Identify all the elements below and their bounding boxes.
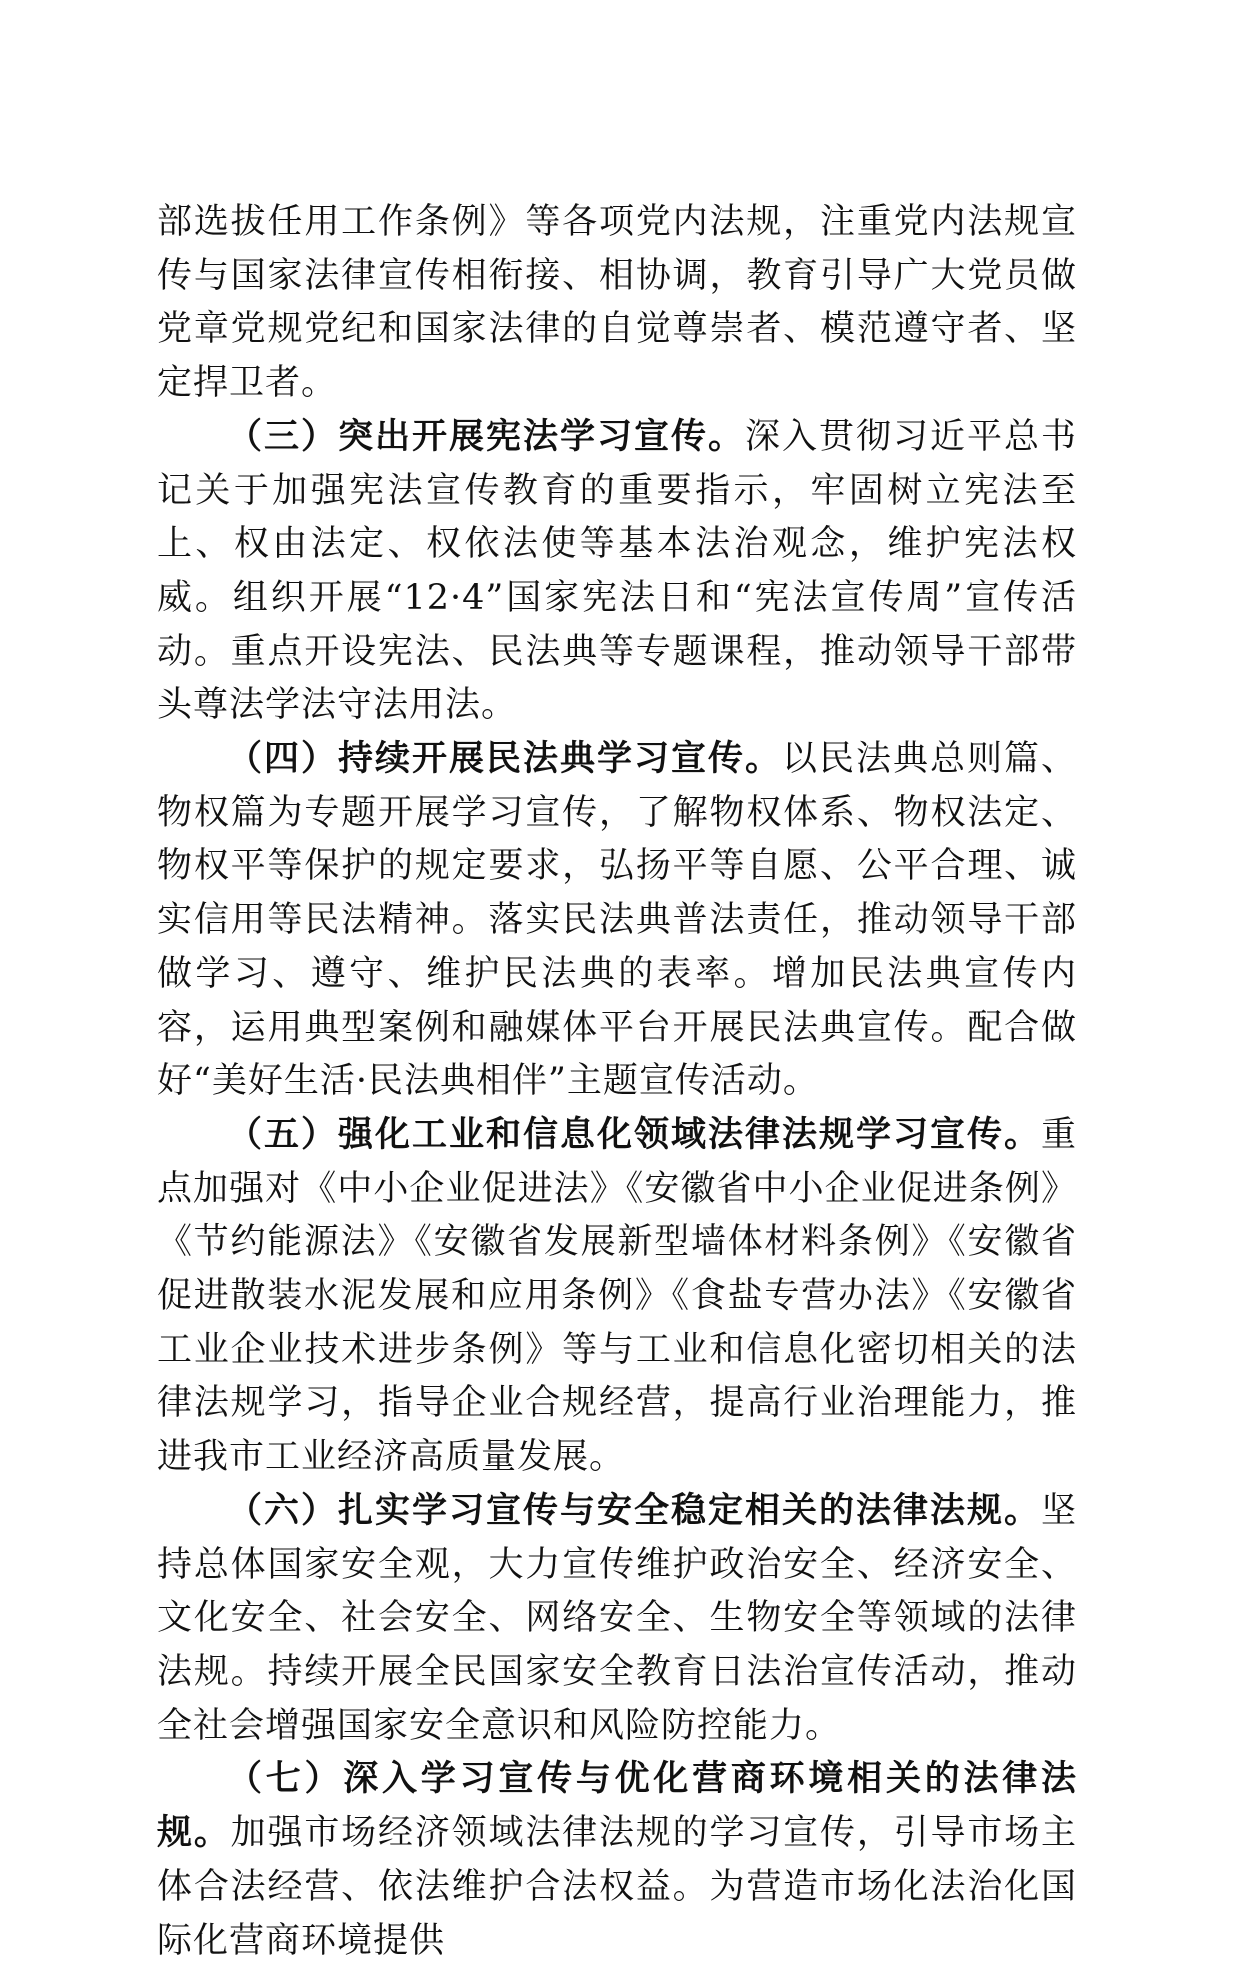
document-body	[157, 196, 1077, 1968]
paragraph-body: 加强市场经济领域法律法规的学习宣传，引导市场主体合法经营、依法维护合法权益。为营造市场化法治化国际化营商环境提供	[157, 1813, 1077, 1961]
section-heading-7: （七）深入学习宣传与优化营商环境相关的法律法规。	[157, 1759, 1077, 1854]
paragraph-constitution	[157, 411, 1077, 733]
paragraph-body: 坚持总体国家安全观，大力宣传维护政治安全、经济安全、文化安全、社会安全、网络安全、生物安全等领域的法律法规。持续开展全民国家安全教育日法治宣传活动，推动全社会增强国家安全意识和风险防控能力。	[157, 1490, 1077, 1746]
paragraph-continuation	[157, 196, 1077, 411]
section-heading-3: （三）突出开展宪法学习宣传。	[227, 416, 745, 457]
paragraph-civil-code	[157, 733, 1077, 1109]
paragraph-body: 部选拔任用工作条例》等各项党内法规，注重党内法规宣传与国家法律宣传相衔接、相协调，教育引导广大党员做党章党规党纪和国家法律的自觉尊崇者、模范遵守者、坚定捍卫者。	[157, 202, 1077, 404]
paragraph-body: 深入贯彻习近平总书记关于加强宪法宣传教育的重要指示，牢固树立宪法至上、权由法定、权依法使等基本法治观念，维护宪法权威。组织开展“12·4”国家宪法日和“宪法宣传周”宣传活动。重点开设宪法、民法典等专题课程，推动领导干部带头尊法学法守法用法。	[157, 416, 1077, 726]
paragraph-body: 以民法典总则篇、物权篇为专题开展学习宣传，了解物权体系、物权法定、物权平等保护的规定要求，弘扬平等自愿、公平合理、诚实信用等民法精神。落实民法典普法责任，推动领导干部做学习、遵守、维护民法典的表率。增加民法典宣传内容，运用典型案例和融媒体平台开展民法典宣传。配合做好“美好生活·民法典相伴”主题宣传活动。	[157, 739, 1077, 1102]
section-heading-4: （四）持续开展民法典学习宣传。	[227, 739, 782, 780]
section-heading-5: （五）强化工业和信息化领域法律法规学习宣传。	[227, 1114, 1041, 1155]
paragraph-business-environment	[157, 1753, 1077, 1968]
section-heading-6: （六）扎实学习宣传与安全稳定相关的法律法规。	[227, 1490, 1041, 1531]
paragraph-security	[157, 1485, 1077, 1754]
paragraph-body: 重点加强对《中小企业促进法》《安徽省中小企业促进条例》《节约能源法》《安徽省发展新型墙体材料条例》《安徽省促进散装水泥发展和应用条例》《食盐专营办法》《安徽省工业企业技术进步条例》等与工业和信息化密切相关的法律法规学习，指导企业合规经营，提高行业治理能力，推进我市工业经济高质量发展。	[157, 1114, 1077, 1478]
paragraph-industry	[157, 1109, 1077, 1485]
